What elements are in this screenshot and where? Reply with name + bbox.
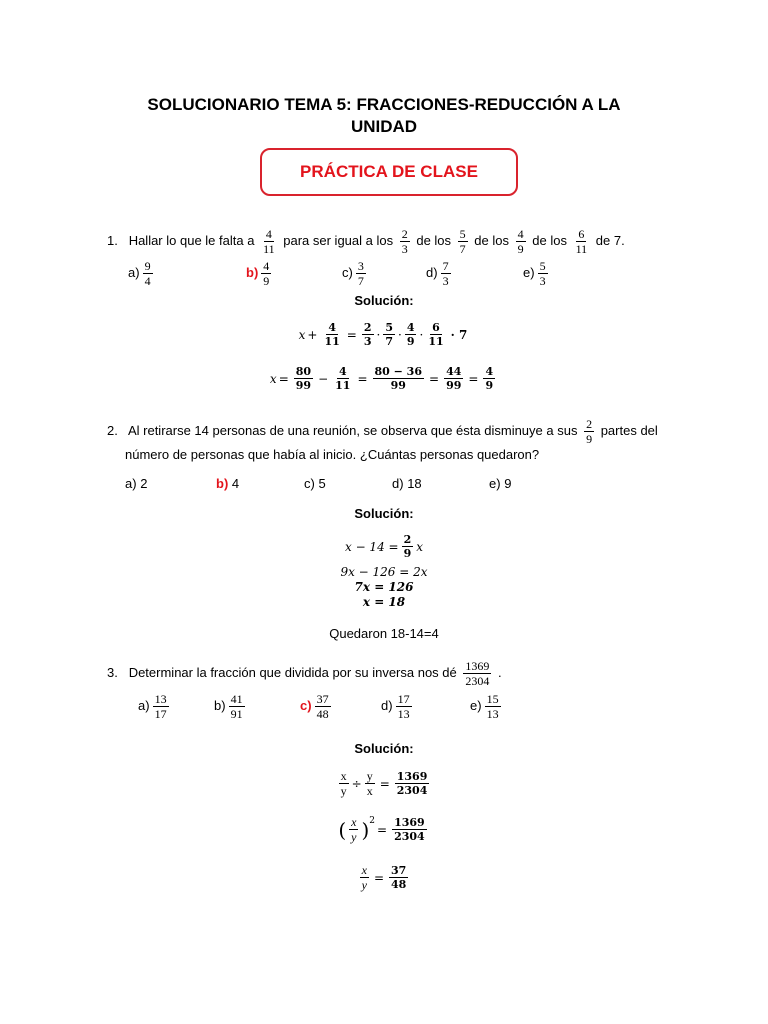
- problem-3-option-d[interactable]: d) $\frac{17}{13}$: [381, 692, 410, 721]
- problem-2-option-e[interactable]: e) 9: [489, 476, 512, 491]
- practice-box-label: PRÁCTICA DE CLASE: [300, 162, 478, 181]
- fraction: $\frac{6}{11}$: [575, 227, 588, 256]
- problem-2-option-d[interactable]: d) 18: [392, 476, 422, 491]
- problem-1-solution-label: Solución:: [354, 293, 414, 308]
- problem-2-statement-line1: 2. Al retirarse 14 personas de una reunión, se observa que ésta disminuye a sus $\frac{2}{9}$ partes del: [107, 417, 658, 446]
- problem-3-equation-3: $\frac{x}{y}$ = $\frac{37}{48}$: [361, 863, 407, 892]
- problem-3-number: 3.: [107, 664, 118, 680]
- problem-1-equation-2: x = $\frac{80}{99}$ − $\frac{4}{11}$ = $\frac{80 - 36}{99}$ = $\frac{44}{99}$ = $\frac{4}{9}$: [269, 365, 494, 392]
- problem-1-statement: 1. Hallar lo que le falta a $\frac{4}{11}$ para ser igual a los $\frac{2}{3}$ de los $\frac{5}{7}$ de los $\frac{4}{9}$ de los $\frac{6}{11}$ de 7.: [107, 227, 625, 256]
- problem-3-statement: 3. Determinar la fracción que dividida por su inversa nos dé $\frac{1369}{2304}$ .: [107, 659, 502, 688]
- problem-1-option-c[interactable]: c) $\frac{3}{7}$: [342, 259, 364, 288]
- problem-2-option-b-correct[interactable]: b) 4: [216, 476, 240, 491]
- problem-2-option-a[interactable]: a) 2: [125, 476, 148, 491]
- fraction: $\frac{2}{3}$: [401, 227, 408, 256]
- problem-3-equation-2: ( $\frac{x}{y}$ ) $^2$ = $\frac{1369}{2304}$: [338, 815, 425, 844]
- problem-2-result: Quedaron 18-14=4: [329, 626, 439, 641]
- problem-1-option-a[interactable]: a) $\frac{9}{4}$: [128, 259, 151, 288]
- problem-1-number: 1.: [107, 232, 118, 248]
- fraction: $\frac{4}{9}$: [517, 227, 524, 256]
- problem-3-option-e[interactable]: e) $\frac{15}{13}$: [470, 692, 499, 721]
- fraction: $\frac{4}{11}$: [263, 227, 275, 256]
- problem-2-equation-3: 7x = 126: [354, 580, 414, 594]
- problem-2-number: 2.: [107, 422, 118, 438]
- problem-3-option-a[interactable]: a) $\frac{13}{17}$: [138, 692, 167, 721]
- problem-2-option-c[interactable]: c) 5: [304, 476, 326, 491]
- problem-1-option-d[interactable]: d) $\frac{7}{3}$: [426, 259, 449, 288]
- practice-box: [260, 148, 518, 196]
- problem-2-solution-label: Solución:: [354, 506, 414, 521]
- problem-2-equation-4: x = 18: [362, 595, 406, 609]
- problem-1-option-e[interactable]: e) $\frac{5}{3}$: [523, 259, 546, 288]
- fraction: $\frac{5}{7}$: [459, 227, 466, 256]
- problem-1-equation-1: x + $\frac{4}{11}$ = $\frac{2}{3}$ · $\frac{5}{7}$ · $\frac{4}{9}$ · $\frac{6}{11}$ · 7: [298, 321, 468, 348]
- fraction: $\frac{2}{9}$: [586, 417, 593, 446]
- problem-2-equation-1: x − 14 = $\frac{2}{9}$ x: [344, 533, 424, 560]
- problem-2-equation-2: 9x − 126 = 2x: [340, 565, 428, 579]
- problem-1-option-b-correct[interactable]: b) $\frac{4}{9}$: [246, 259, 270, 288]
- fraction: $\frac{1369}{2304}$: [465, 659, 490, 688]
- problem-3-option-c-correct[interactable]: c) $\frac{37}{48}$: [300, 692, 329, 721]
- document-title-line1: SOLUCIONARIO TEMA 5: FRACCIONES-REDUCCIÓN A LA: [147, 95, 621, 114]
- problem-3-option-b[interactable]: b) $\frac{41}{91}$: [214, 692, 243, 721]
- document-title-line2: UNIDAD: [350, 117, 418, 136]
- problem-3-solution-label: Solución:: [354, 741, 414, 756]
- problem-2-statement-line2: número de personas que había al inicio. ¿Cuántas personas quedaron?: [125, 447, 540, 462]
- problem-3-equation-1: $\frac{x}{y}$ ÷ $\frac{y}{x}$ = $\frac{1369}{2304}$: [340, 769, 428, 798]
